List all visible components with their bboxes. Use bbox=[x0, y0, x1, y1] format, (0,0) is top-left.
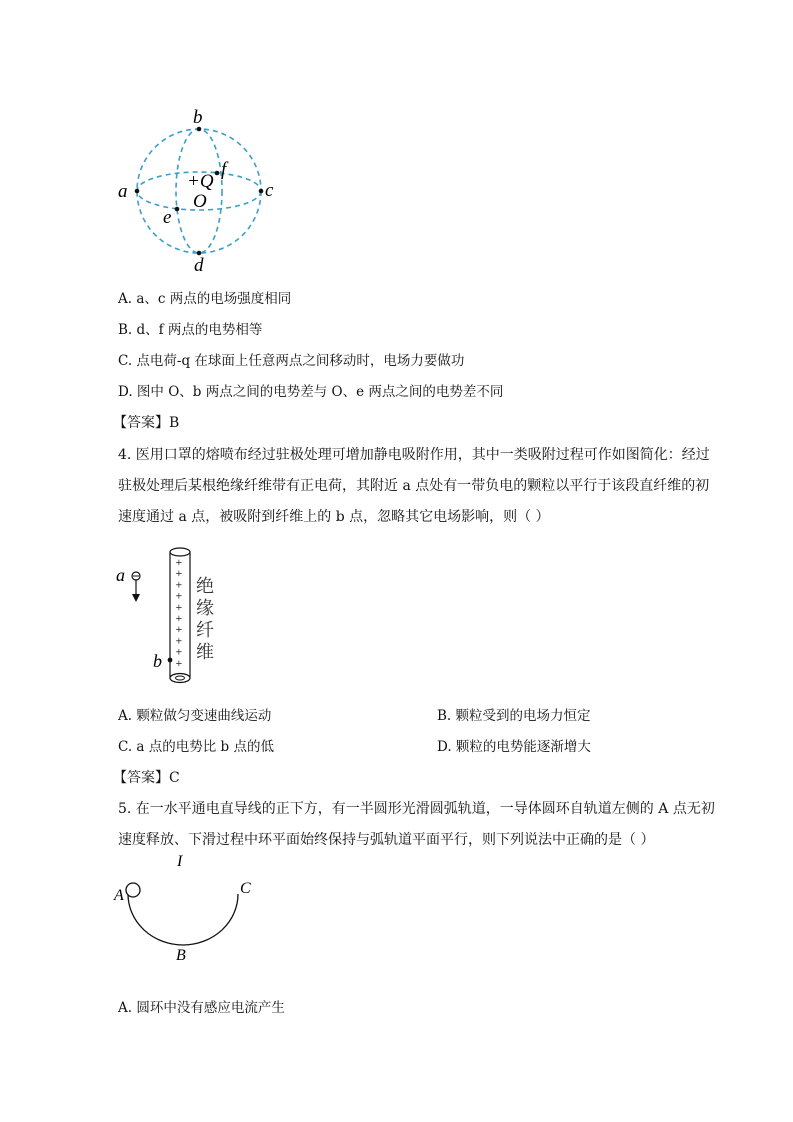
q3-option-a: A. a、c 两点的电场强度相同 bbox=[118, 291, 292, 307]
plus-charge: + bbox=[175, 644, 183, 659]
q3-answer-label: 【答案】 bbox=[113, 415, 169, 431]
label-origin: O bbox=[193, 191, 207, 212]
q4-text-line-1: 4. 医用口罩的熔喷布经过驻极处理可增加静电吸附作用，其中一类吸附过程可作如图简化：经过 bbox=[118, 447, 710, 463]
q4-answer bbox=[113, 769, 180, 787]
q5-option-a: A. 圆环中没有感应电流产生 bbox=[118, 1000, 285, 1016]
fiber-label-char-2: 缘 bbox=[196, 598, 214, 618]
label-d: d bbox=[194, 255, 204, 276]
arc-track bbox=[128, 894, 238, 945]
q4-option-b: B. 颗粒受到的电场力恒定 bbox=[437, 708, 591, 724]
plus-charge: + bbox=[175, 611, 183, 625]
fiber-bottom-end bbox=[170, 674, 190, 683]
fiber-charges bbox=[176, 555, 183, 670]
fiber-label-char-3: 纤 bbox=[196, 620, 214, 640]
velocity-arrow-icon bbox=[132, 594, 140, 602]
sphere-figure bbox=[110, 105, 290, 280]
q3-option-d: D. 图中 O、b 两点之间的电势差与 O、e 两点之间的电势差不同 bbox=[118, 384, 504, 400]
plus-charge: + bbox=[175, 599, 183, 614]
fiber-figure bbox=[110, 540, 240, 690]
fiber-point-b-label: b bbox=[153, 651, 162, 671]
fiber-label-char-1: 绝 bbox=[196, 576, 214, 596]
plus-charge: + bbox=[175, 622, 183, 637]
point-e-dot bbox=[175, 207, 180, 212]
q3-answer-value: B bbox=[169, 415, 180, 431]
arc-track-figure bbox=[110, 850, 270, 965]
q4-answer-label: 【答案】 bbox=[113, 770, 169, 786]
label-b: b bbox=[193, 107, 203, 128]
label-charge: +Q bbox=[187, 171, 214, 192]
q3-option-c: C. 点电荷-q 在球面上任意两点之间移动时，电场力要做功 bbox=[118, 353, 465, 369]
plus-charge: + bbox=[175, 655, 183, 670]
plus-charge: + bbox=[175, 588, 183, 603]
fiber-point-a-label: a bbox=[116, 565, 125, 585]
point-A-label: A bbox=[114, 887, 124, 904]
point-f-dot bbox=[215, 171, 220, 176]
plus-charge: + bbox=[175, 633, 183, 648]
q5-text-line-2: 速度释放、下滑过程中环平面始终保持与弧轨道平面平行，则下列说法中正确的是（ ） bbox=[118, 832, 655, 848]
q4-text-line-3: 速度通过 a 点，被吸附到纤维上的 b 点，忽略其它电场影响，则（ ） bbox=[118, 509, 550, 525]
label-f: f bbox=[221, 159, 227, 180]
q4-option-d: D. 颗粒的电势能逐渐增大 bbox=[437, 739, 591, 755]
q4-text-line-2: 驻极处理后某根绝缘纤维带有正电荷，其附近 a 点处有一带负电的颗粒以平行于该段直纤维的初 bbox=[118, 478, 710, 494]
q4-option-c: C. a 点的电势比 b 点的低 bbox=[118, 739, 274, 755]
q4-answer-value: C bbox=[169, 770, 180, 786]
q3-option-b: B. d、f 两点的电势相等 bbox=[118, 322, 263, 338]
point-C-label: C bbox=[240, 880, 251, 897]
q4-option-a: A. 颗粒做匀变速曲线运动 bbox=[118, 708, 272, 724]
label-a: a bbox=[118, 181, 128, 202]
plus-charge: + bbox=[175, 555, 183, 569]
label-c: c bbox=[265, 180, 274, 201]
q5-text-line-1: 5. 在一水平通电直导线的正下方，有一半圆形光滑圆弧轨道，一导体圆环自轨道左侧的 A 点无初 bbox=[118, 801, 715, 817]
conductor-ring-icon bbox=[126, 883, 140, 897]
point-c-dot bbox=[259, 189, 264, 194]
plus-charge: + bbox=[175, 577, 183, 592]
fiber-label-char-4: 维 bbox=[196, 642, 214, 662]
point-B-label: B bbox=[176, 947, 186, 964]
current-label: I bbox=[177, 853, 183, 870]
point-a-dot bbox=[135, 189, 140, 194]
label-e: e bbox=[163, 207, 172, 228]
fiber-point-b-dot bbox=[168, 658, 173, 663]
q3-answer bbox=[113, 414, 179, 432]
plus-charge: + bbox=[175, 566, 183, 581]
